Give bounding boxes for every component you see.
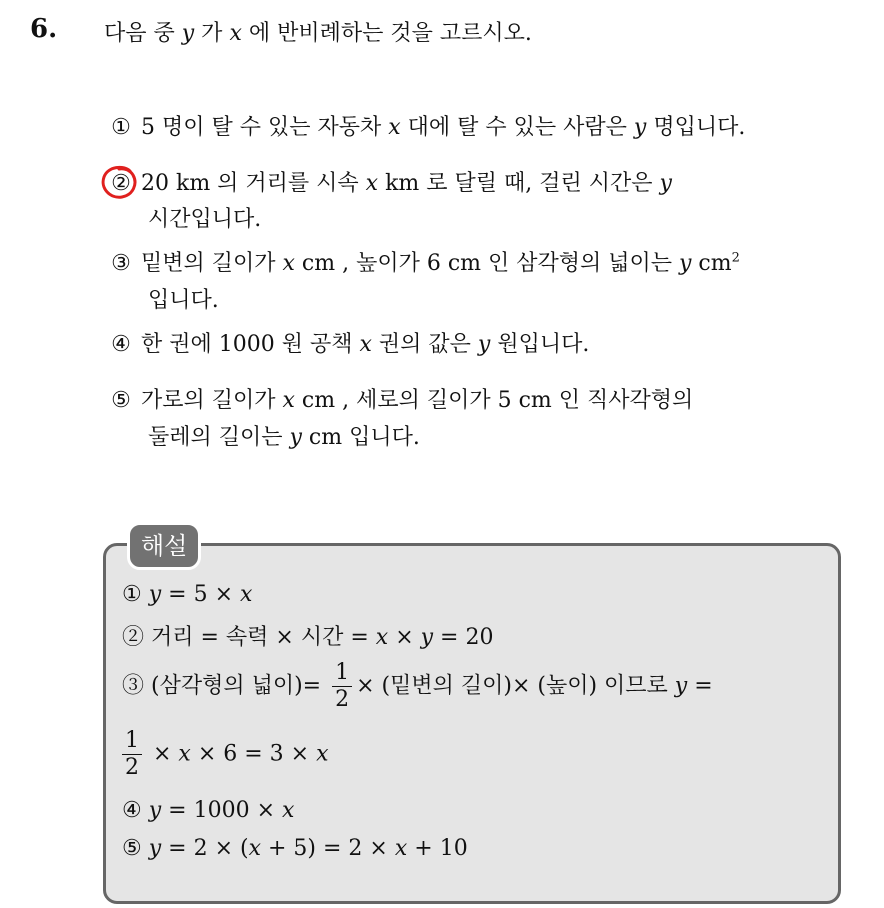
option-marker: ④ — [111, 332, 131, 357]
option-3-line-2: 입니다. — [148, 288, 219, 313]
solution-line-3: ③ (삼각형의 넓이)= $\frac{1}{2}$ × (밑변의 길이)× (높이) 이므로 y = — [122, 660, 713, 712]
option-5[interactable]: ⑤ 가로의 길이가 x cm , 세로의 길이가 5 cm 인 직사각형의 — [108, 383, 693, 414]
solution-line-1: ① y = 5 × x — [122, 582, 253, 607]
option-4[interactable]: ④ 한 권에 1000 원 공책 x 권의 값은 y 원입니다. — [108, 327, 589, 358]
option-2[interactable]: ② 20 km 의 거리를 시속 x km 로 달릴 때, 걸린 시간은 y — [108, 166, 672, 197]
option-marker: ② — [108, 171, 134, 196]
solution-line-5: ⑤ y = 2 × (x + 5) = 2 × x + 10 — [122, 836, 468, 861]
option-marker: ⑤ — [111, 388, 131, 413]
solution-line-4: ④ y = 1000 × x — [122, 798, 295, 823]
option-2-line-2: 시간입니다. — [148, 207, 262, 232]
fraction-one-half: $\frac{1}{2}$ — [122, 728, 142, 781]
fraction-one-half: $\frac{1}{2}$ — [332, 660, 352, 713]
option-3[interactable]: ③ 밑변의 길이가 x cm , 높이가 6 cm 인 삼각형의 넓이는 y $cm^2$ — [108, 246, 740, 277]
solution-label: 해설 — [127, 522, 201, 570]
solution-line-3b: $\frac{1}{2}$ × x × 6 = 3 × x — [122, 728, 329, 781]
question-number: 6. — [30, 14, 58, 44]
question-text: 다음 중 y 가 x 에 반비례하는 것을 고르시오. — [104, 21, 532, 46]
option-5-line-2: 둘레의 길이는 y cm 입니다. — [148, 425, 420, 450]
solution-line-2: ② 거리 = 속력 × 시간 = x × y = 20 — [122, 625, 494, 650]
option-1[interactable]: ① 5 명이 탈 수 있는 자동차 x 대에 탈 수 있는 사람은 y 명입니다. — [108, 110, 745, 141]
option-marker: ① — [111, 115, 131, 140]
option-marker: ③ — [111, 251, 131, 276]
